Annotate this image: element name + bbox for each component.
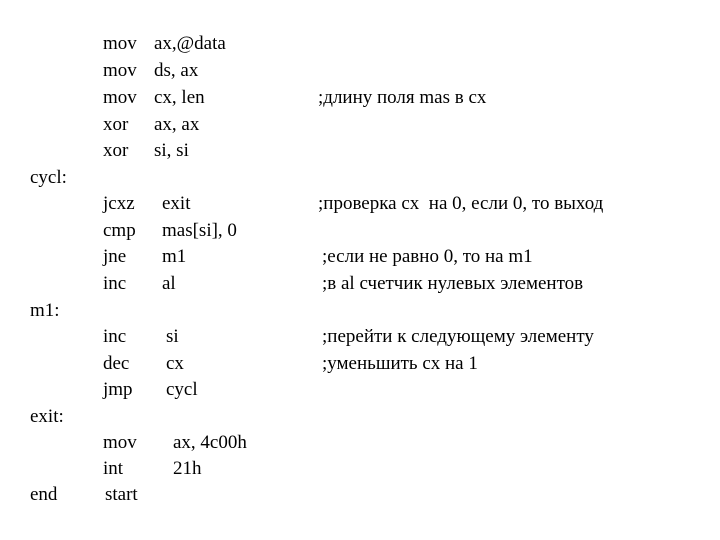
instruction-operands: ax, ax <box>154 114 200 135</box>
code-comment: ;уменьшить cx на 1 <box>322 353 478 374</box>
code-comment: ;длину поля mas в cx <box>318 87 487 108</box>
instruction-mnemonic: dec <box>103 353 130 374</box>
instruction-mnemonic: mov <box>103 60 137 81</box>
instruction-mnemonic: int <box>103 458 124 479</box>
instruction-operands: ax, 4c00h <box>173 432 247 453</box>
instruction-operands: al <box>162 273 176 294</box>
instruction-mnemonic: jne <box>103 246 127 267</box>
instruction-operands: cx, len <box>154 87 205 108</box>
code-comment: ;проверка cx на 0, если 0, то выход <box>318 193 604 214</box>
instruction-operands: si, si <box>154 140 189 161</box>
instruction-operands: ax,@data <box>154 33 226 54</box>
code-comment: ;если не равно 0, то на m1 <box>322 246 533 267</box>
instruction-mnemonic: xor <box>103 140 129 161</box>
instruction-mnemonic: mov <box>103 87 137 108</box>
instruction-mnemonic: mov <box>103 432 137 453</box>
code-label: cycl: <box>30 167 67 188</box>
code-comment: ;перейти к следующему элементу <box>322 326 594 347</box>
code-label: end <box>30 484 58 505</box>
instruction-operands: cycl <box>166 379 198 400</box>
instruction-mnemonic: mov <box>103 33 137 54</box>
instruction-mnemonic: cmp <box>103 220 136 241</box>
instruction-operands: mas[si], 0 <box>162 220 237 241</box>
instruction-mnemonic: jmp <box>103 379 133 400</box>
instruction-operands: si <box>166 326 179 347</box>
instruction-operands: cx <box>166 353 184 374</box>
instruction-operands: exit <box>162 193 191 214</box>
instruction-mnemonic: jcxz <box>103 193 135 214</box>
instruction-mnemonic: xor <box>103 114 129 135</box>
code-label: exit: <box>30 406 64 427</box>
instruction-operands: ds, ax <box>154 60 199 81</box>
code-label: m1: <box>30 300 60 321</box>
instruction-mnemonic: inc <box>103 326 127 347</box>
instruction-operands: m1 <box>162 246 187 267</box>
code-comment: ;в al счетчик нулевых элементов <box>322 273 584 294</box>
instruction-mnemonic: start <box>105 484 138 505</box>
instruction-mnemonic: inc <box>103 273 127 294</box>
instruction-operands: 21h <box>173 458 202 479</box>
